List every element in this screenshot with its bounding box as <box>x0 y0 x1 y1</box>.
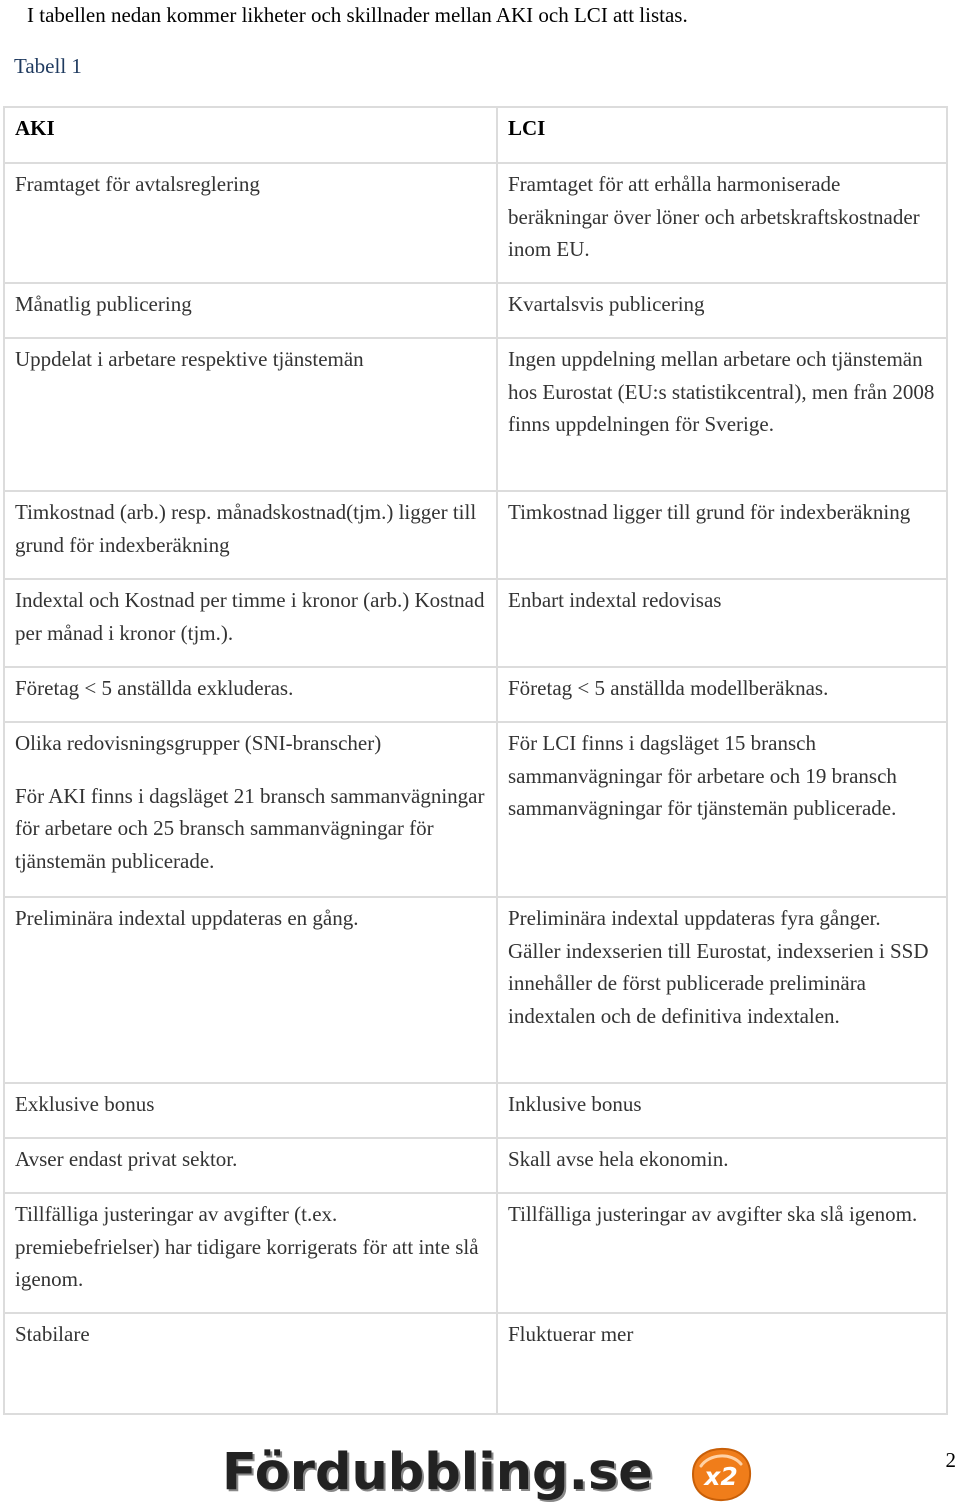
aki-cell: Uppdelat i arbetare respektive tjänstemän <box>4 338 497 491</box>
table-header-row <box>4 107 947 163</box>
lci-cell: Fluktuerar mer <box>497 1313 947 1414</box>
aki-cell-extra-text: För AKI finns i dagsläget 21 bransch sammanvägningar för arbetare och 25 bransch sammanvägningar för tjänstemän publicerade. <box>15 783 485 873</box>
lci-cell: Framtaget för att erhålla harmoniserade beräkningar över löner och arbetskraftskostnader inom EU. <box>497 163 947 283</box>
aki-cell: Företag < 5 anställda exkluderas. <box>4 667 497 722</box>
table-row <box>4 579 947 667</box>
aki-cell: Timkostnad (arb.) resp. månadskostnad(tjm.) ligger till grund för indexberäkning <box>4 491 497 579</box>
lci-cell: Kvartalsvis publicering <box>497 283 947 338</box>
header-aki: AKI <box>4 107 497 163</box>
table-row <box>4 1313 947 1414</box>
lci-cell: Företag < 5 anställda modellberäknas. <box>497 667 947 722</box>
table-row <box>4 491 947 579</box>
x2-badge-icon <box>687 1444 755 1504</box>
table-row <box>4 338 947 491</box>
page-number: 2 <box>945 1448 956 1472</box>
aki-cell-text: Olika redovisningsgrupper (SNI-branscher) <box>15 731 382 755</box>
logo-wordmark: Fördubbling.se <box>222 1443 653 1502</box>
lci-cell: Preliminära indextal uppdateras fyra gånger. Gäller indexserien till Eurostat, indexserien i SSD innehåller de först publicerade preliminära indextalen och de definitiva indextalen. <box>497 897 947 1083</box>
aki-cell: Avser endast privat sektor. <box>4 1138 497 1193</box>
lci-cell: Timkostnad ligger till grund för indexberäkning <box>497 491 947 579</box>
header-lci: LCI <box>497 107 947 163</box>
aki-cell: Framtaget för avtalsreglering <box>4 163 497 283</box>
table-row <box>4 1193 947 1313</box>
table-row <box>4 1138 947 1193</box>
aki-cell: Indextal och Kostnad per timme i kronor (arb.) Kostnad per månad i kronor (tjm.). <box>4 579 497 667</box>
lci-cell: För LCI finns i dagsläget 15 bransch sammanvägningar för arbetare och 19 bransch sammanvägningar för tjänstemän publicerade. <box>497 722 947 897</box>
table-row <box>4 897 947 1083</box>
table-row <box>4 1083 947 1138</box>
aki-cell: Tillfälliga justeringar av avgifter (t.ex. premiebefrielser) har tidigare korrigerats för att inte slå igenom. <box>4 1193 497 1313</box>
table-row <box>4 667 947 722</box>
aki-cell: Exklusive bonus <box>4 1083 497 1138</box>
badge-label: x2 <box>704 1462 738 1491</box>
aki-cell: Preliminära indextal uppdateras en gång. <box>4 897 497 1083</box>
table-row <box>4 722 947 897</box>
lci-cell: Ingen uppdelning mellan arbetare och tjänstemän hos Eurostat (EU:s statistikcentral), men från 2008 finns uppdelningen för Sverige. <box>497 338 947 491</box>
lci-cell: Skall avse hela ekonomin. <box>497 1138 947 1193</box>
lci-cell: Enbart indextal redovisas <box>497 579 947 667</box>
site-logo[interactable] <box>222 1440 762 1510</box>
table-caption: Tabell 1 <box>14 54 82 78</box>
aki-cell <box>4 722 497 897</box>
comparison-table <box>3 106 948 1415</box>
aki-cell: Månatlig publicering <box>4 283 497 338</box>
table-row <box>4 163 947 283</box>
intro-text: I tabellen nedan kommer likheter och skillnader mellan AKI och LCI att listas. <box>27 3 688 27</box>
aki-cell: Stabilare <box>4 1313 497 1414</box>
table-row <box>4 283 947 338</box>
lci-cell: Inklusive bonus <box>497 1083 947 1138</box>
lci-cell: Tillfälliga justeringar av avgifter ska slå igenom. <box>497 1193 947 1313</box>
